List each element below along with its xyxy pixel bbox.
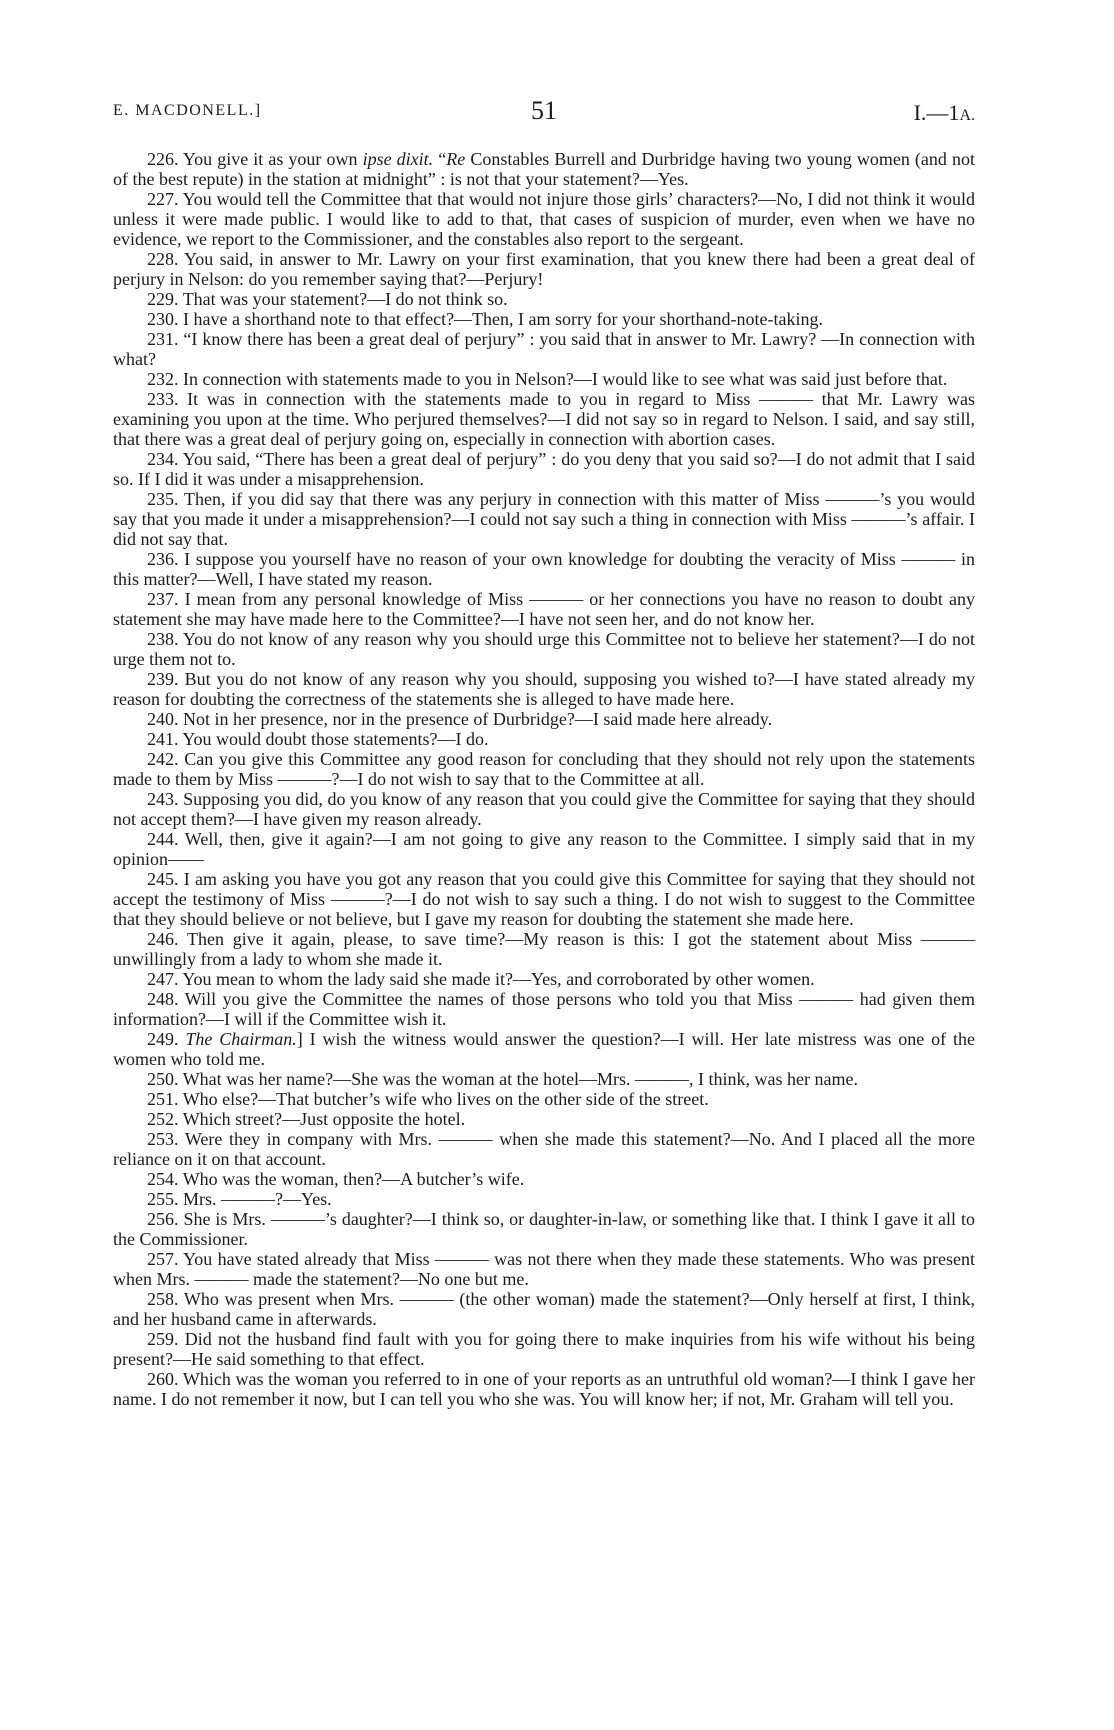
entry-text: “I know there has been a great deal of perjury” : you said that in answer to Mr. Lawry? —In connection with what?: [113, 329, 975, 369]
testimony-entry: [113, 749, 975, 789]
testimony-entry: [113, 1369, 975, 1409]
testimony-entry: [113, 1109, 975, 1129]
entry-text: Supposing you did, do you know of any reason that you could give the Committee for saying that they should not accept them?—I have given my reason already.: [113, 789, 975, 829]
entry-text: You said, in answer to Mr. Lawry on your first examination, that you knew there had been a great deal of perjury in Nelson: do you remember saying that?—Perjury!: [113, 249, 975, 289]
testimony-entry: [113, 789, 975, 829]
entry-text: You have stated already that Miss ——— was not there when they made these statements. Who was present when Mrs. ——— made the statement?—No one but me.: [113, 1249, 975, 1289]
entry-text: Did not the husband find fault with you for going there to make inquiries from his wife without his being present?—He said something to that effect.: [113, 1329, 975, 1369]
entry-number: 228.: [147, 249, 179, 269]
entry-number: 230.: [147, 309, 179, 329]
entry-text: It was in connection with the statements made to you in regard to Miss ——— that Mr. Lawry was examining you upon at the time. Who perjured themselves?—I did not say so in regard to Nelson. I said, and say still, that there was a great deal of perjury going on, especially in connection with abortion cases.: [113, 389, 975, 449]
testimony-entry: [113, 829, 975, 869]
entry-number: 251.: [147, 1089, 179, 1109]
testimony-entry: [113, 1209, 975, 1249]
entry-text-cont: “: [433, 149, 447, 169]
entry-text-cont: Constables Burrell and Durbridge having two young women (and not of the best repute) in the station at midnight” : is not that your statement?—Yes.: [113, 149, 975, 189]
entry-number: 241.: [147, 729, 179, 749]
entry-text: But you do not know of any reason why you should, supposing you wished to?—I have stated already my reason for doubting the correctness of the statements she is alleged to have made here.: [113, 669, 976, 709]
entry-text: I am asking you have you got any reason that you could give this Committee for saying that they should not accept the testimony of Miss ———?—I do not wish to say such a thing. I do not wish to suggest to the Committee that they should believe or not believe, but I gave my reason for doubting the statement she made here.: [113, 869, 976, 929]
testimony-entry: [113, 289, 975, 309]
testimony-body: [113, 149, 975, 1409]
entry-number: 256.: [147, 1209, 179, 1229]
testimony-entry: [113, 709, 975, 729]
entry-number: 246.: [147, 929, 179, 949]
entry-number: 235.: [147, 489, 179, 509]
entry-text: Then, if you did say that there was any perjury in connection with this matter of Miss ———’s you would say that you made it under a misapprehension?—I could not say such a thing in connection with Miss ———’s affair. I did not say that.: [113, 489, 975, 549]
entry-italic: The Chairman.: [185, 1029, 297, 1049]
testimony-entry: [113, 929, 975, 969]
entry-text: I mean from any personal knowledge of Miss ——— or her connections you have no reason to doubt any statement she may have made here to the Committee?—I have not seen her, and do not know her.: [113, 589, 975, 629]
testimony-entry: [113, 1289, 975, 1329]
testimony-entry: [113, 369, 975, 389]
entry-number: 257.: [147, 1249, 179, 1269]
testimony-entry: [113, 1089, 975, 1109]
testimony-entry: [113, 669, 975, 709]
entry-number: 258.: [147, 1289, 179, 1309]
entry-number: 252.: [147, 1109, 179, 1129]
entry-number: 249.: [147, 1029, 179, 1049]
entry-number: 259.: [147, 1329, 179, 1349]
entry-number: 242.: [147, 749, 179, 769]
entry-text: You said, “There has been a great deal of perjury” : do you deny that you said so?—I do not admit that I said so. If I did it was under a misapprehension.: [113, 449, 975, 489]
entry-number: 245.: [147, 869, 179, 889]
testimony-entry: [113, 189, 975, 249]
testimony-entry: [113, 249, 975, 289]
entry-number: 253.: [147, 1129, 179, 1149]
entry-text: You give it as your own: [182, 149, 363, 169]
entry-number: 233.: [147, 389, 179, 409]
testimony-entry: [113, 149, 975, 189]
testimony-entry: [113, 1069, 975, 1089]
entry-text: Which street?—Just opposite the hotel.: [182, 1109, 466, 1129]
entry-text: Which was the woman you referred to in one of your reports as an untruthful old woman?—I think I gave her name. I do not remember it now, but I can tell you who she was. You will know her; if not, Mr. Graham will tell you.: [113, 1369, 975, 1409]
entry-text: In connection with statements made to you in Nelson?—I would like to see what was said just before that.: [183, 369, 948, 389]
entry-text: Not in her presence, nor in the presence of Durbridge?—I said made here already.: [183, 709, 773, 729]
entry-number: 229.: [147, 289, 179, 309]
entry-text: Were they in company with Mrs. ——— when she made this statement?—No. And I placed all the more reliance on it on that account.: [113, 1129, 975, 1169]
entry-number: 240.: [147, 709, 179, 729]
entry-text: Will you give the Committee the names of those persons who told you that Miss ——— had given them information?—I will if the Committee wish it.: [113, 989, 975, 1029]
testimony-entry: [113, 329, 975, 369]
testimony-entry: [113, 1169, 975, 1189]
entry-text: Can you give this Committee any good reason for concluding that they should not rely upon the statements made to them by Miss ———?—I do not wish to say that to the Committee at all.: [113, 749, 975, 789]
testimony-entry: [113, 589, 975, 629]
entry-number: 232.: [147, 369, 179, 389]
testimony-entry: [113, 309, 975, 329]
entry-text: You would tell the Committee that that would not injure those girls’ characters?—No, I did not think it would unless it were made public. I would like to add to that, that cases of suspicion of murder, even when we have no evidence, we report to the Commissioner, and the constables also report to the sergeant.: [113, 189, 975, 249]
entry-number: 260.: [147, 1369, 179, 1389]
entry-text: Well, then, give it again?—I am not going to give any reason to the Committee. I simply said that in my opinion——: [113, 829, 975, 869]
entry-italic: ipse dixit.: [362, 149, 434, 169]
entry-italic: Re: [446, 149, 466, 169]
testimony-entry: [113, 989, 975, 1029]
entry-text: That was your statement?—I do not think so.: [182, 289, 508, 309]
entry-text: Mrs. ———?—Yes.: [183, 1189, 332, 1209]
testimony-entry: [113, 729, 975, 749]
testimony-entry: [113, 869, 975, 929]
entry-text: You do not know of any reason why you should urge this Committee not to believe her statement?—I do not urge them not to.: [113, 629, 975, 669]
testimony-entry: [113, 1329, 975, 1369]
header-reference-suffix: A.: [959, 107, 975, 124]
entry-text: Who was present when Mrs. ——— (the other woman) made the statement?—Only herself at first, I think, and her husband came in afterwards.: [113, 1289, 975, 1329]
entry-number: 248.: [147, 989, 179, 1009]
entry-text: You mean to whom the lady said she made it?—Yes, and corroborated by other women.: [182, 969, 815, 989]
entry-number: 226.: [147, 149, 179, 169]
entry-number: 247.: [147, 969, 179, 989]
entry-text: I suppose you yourself have no reason of your own knowledge for doubting the veracity of Miss ——— in this matter?—Well, I have stated my reason.: [113, 549, 976, 589]
entry-number: 255.: [147, 1189, 179, 1209]
testimony-entry: [113, 1189, 975, 1209]
entry-text: What was her name?—She was the woman at the hotel—Mrs. ———, I think, was her name.: [182, 1069, 859, 1089]
entry-text: Then give it again, please, to save time?—My reason is this: I got the statement about Miss ——— unwillingly from a lady to whom she made it.: [113, 929, 975, 969]
entry-text-cont: ] I wish the witness would answer the question?—I will. Her late mistress was one of the women who told me.: [113, 1029, 976, 1069]
header-reference: [914, 100, 975, 126]
testimony-entry: [113, 1129, 975, 1169]
entry-number: 243.: [147, 789, 179, 809]
entry-text: Who else?—That butcher’s wife who lives on the other side of the street.: [182, 1089, 709, 1109]
testimony-entry: [113, 1029, 975, 1069]
entry-number: 244.: [147, 829, 179, 849]
entry-number: 250.: [147, 1069, 179, 1089]
entry-number: 238.: [147, 629, 179, 649]
entry-number: 227.: [147, 189, 179, 209]
testimony-entry: [113, 489, 975, 549]
entry-text: You would doubt those statements?—I do.: [182, 729, 489, 749]
entry-number: 254.: [147, 1169, 179, 1189]
header-author: E. MACDONELL.]: [113, 102, 262, 119]
entry-text: I have a shorthand note to that effect?—Then, I am sorry for your shorthand-note-taking.: [183, 309, 823, 329]
entry-number: 234.: [147, 449, 179, 469]
entry-number: 239.: [147, 669, 179, 689]
testimony-entry: [113, 449, 975, 489]
entry-number: 237.: [147, 589, 179, 609]
testimony-entry: [113, 629, 975, 669]
entry-number: 236.: [147, 549, 179, 569]
header-reference-main: I.—1: [913, 100, 960, 125]
page-header: [113, 98, 975, 128]
testimony-entry: [113, 549, 975, 589]
entry-text: She is Mrs. ———’s daughter?—I think so, or daughter-in-law, or something like that. I think I gave it all to the Commissioner.: [113, 1209, 976, 1249]
testimony-entry: [113, 389, 975, 449]
entry-number: 231.: [147, 329, 179, 349]
testimony-entry: [113, 969, 975, 989]
testimony-entry: [113, 1249, 975, 1289]
page-number: 51: [531, 96, 557, 125]
entry-text: Who was the woman, then?—A butcher’s wife.: [182, 1169, 525, 1189]
